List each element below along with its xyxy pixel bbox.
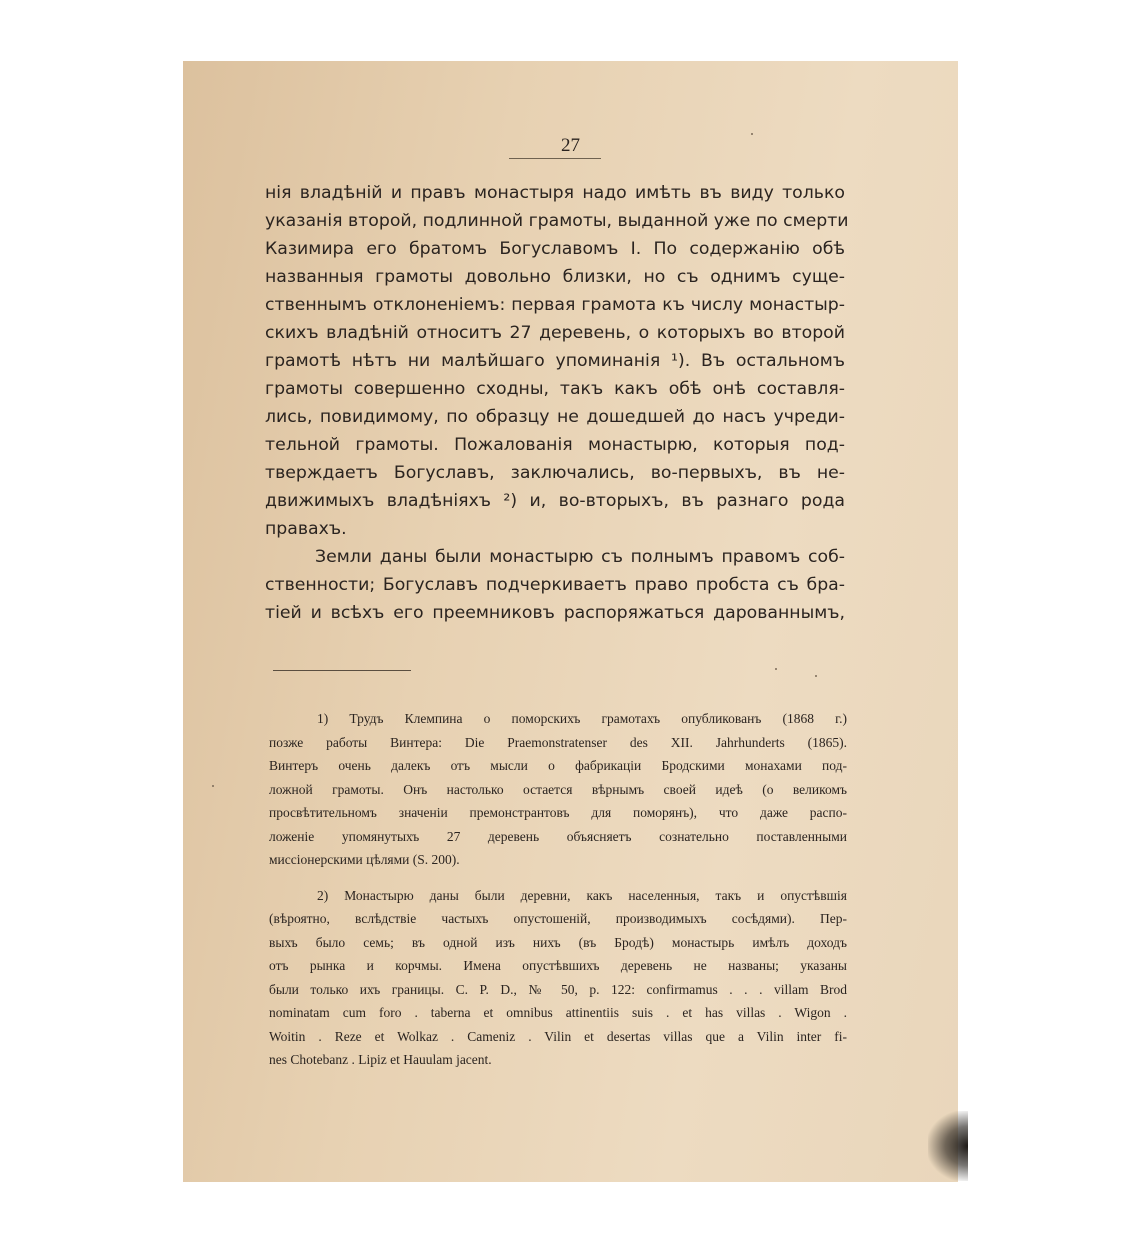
- text-line: ственности; Богуславъ подчеркиваетъ право пробста съ бра-: [265, 575, 845, 595]
- footnote-line: отъ рынка и корчмы. Имена опустѣвшихъ деревень не названы; указаны: [269, 958, 847, 973]
- footnote-line: Винтеръ очень далекъ отъ мысли о фабрикаціи Бродскими монахами под-: [269, 758, 847, 773]
- text-line: скихъ владѣній относитъ 27 деревень, о которыхъ во второй: [265, 323, 845, 343]
- text-line: Казимира его братомъ Богуславомъ I. По содержанію обѣ: [265, 239, 845, 259]
- text-line: тельной грамоты. Пожалованія монастырю, которыя под-: [265, 435, 845, 455]
- paper-speck: [815, 675, 817, 677]
- footnote-2: [269, 884, 847, 1072]
- footnote-line: были только ихъ границы. C. P. D., № 50, p. 122: confirmamus . . . villam Brod: [269, 981, 847, 997]
- text-line: тверждаетъ Богуславъ, заключались, во-первыхъ, въ не-: [265, 463, 845, 483]
- text-line: тіей и всѣхъ его преемниковъ распоряжаться дарованнымъ,: [265, 603, 845, 623]
- main-text: [265, 179, 849, 627]
- book-page: [183, 61, 958, 1182]
- text-line: Земли даны были монастырю съ полнымъ правомъ соб-: [315, 547, 845, 567]
- footnote-line: позже работы Винтера: Die Praemonstratenser des XII. Jahrhunderts (1865).: [269, 734, 847, 750]
- text-line: движимыхъ владѣніяхъ ²) и, во-вторыхъ, въ разнаго рода: [265, 491, 845, 511]
- footnotes: [269, 707, 847, 1072]
- page-number: 27: [561, 135, 580, 156]
- text-line: грамотѣ нѣтъ ни малѣйшаго упоминанія ¹). Въ остальномъ: [265, 351, 845, 371]
- footnote-1: [269, 707, 847, 872]
- paper-speck: [212, 785, 214, 787]
- text-line: грамоты совершенно сходны, такъ какъ обѣ онѣ составля-: [265, 379, 845, 399]
- text-line: ственнымъ отклоненіемъ: первая грамота къ числу монастыр-: [265, 295, 845, 315]
- footnote-line: 2) Монастырю даны были деревни, какъ населенныя, такъ и опустѣвшія: [317, 887, 847, 903]
- text-line: указанія второй, подлинной грамоты, выданной уже по смерти: [265, 211, 849, 231]
- footnote-line: ложеніе упомянутыхъ 27 деревень объясняетъ сознательно поставленными: [269, 828, 847, 844]
- footnote-line: ложной грамоты. Онъ настолько остается вѣрнымъ своей идеѣ (о великомъ: [269, 781, 847, 797]
- paper-speck: [751, 133, 753, 135]
- footnote-gap: [269, 872, 847, 884]
- footnote-line: nes Chotebanz . Lipiz et Hauulam jacent.: [269, 1052, 492, 1067]
- text-line: нія владѣній и правъ монастыря надо имѣть въ виду только: [265, 183, 845, 203]
- footnote-separator: [273, 670, 411, 671]
- footnote-line: выхъ было семь; въ одной изъ нихъ (въ Бродѣ) монастырь имѣлъ доходъ: [269, 934, 847, 950]
- footnote-line: 1) Трудъ Клемпина о поморскихъ грамотахъ опубликованъ (1868 г.): [317, 711, 847, 726]
- text-line: лись, повидимому, по образцу не дошедшей до насъ учреди-: [265, 407, 845, 427]
- footnote-line: миссіонерскими цѣлями (S. 200).: [269, 852, 460, 867]
- footnote-line: Woitin . Reze et Wolkaz . Cameniz . Vilin et desertas villas que a Vilin inter fi-: [269, 1028, 847, 1044]
- text-line: названныя грамоты довольно близки, но съ однимъ суще-: [265, 267, 845, 287]
- paper-speck: [775, 668, 777, 670]
- page-number-rule: [509, 158, 601, 159]
- footnote-line: nominatam cum foro . taberna et omnibus attinentiis suis . et has villas . Wigon .: [269, 1005, 847, 1020]
- text-line: правахъ.: [265, 519, 347, 539]
- footnote-line: просвѣтительномъ значеніи премонстрантовъ для поморянъ), что даже распо-: [269, 805, 847, 820]
- page-edge-shadow: [928, 1111, 968, 1181]
- footnote-line: (вѣроятно, вслѣдствіе частыхъ опустошеній, производимыхъ сосѣдями). Пер-: [269, 911, 847, 926]
